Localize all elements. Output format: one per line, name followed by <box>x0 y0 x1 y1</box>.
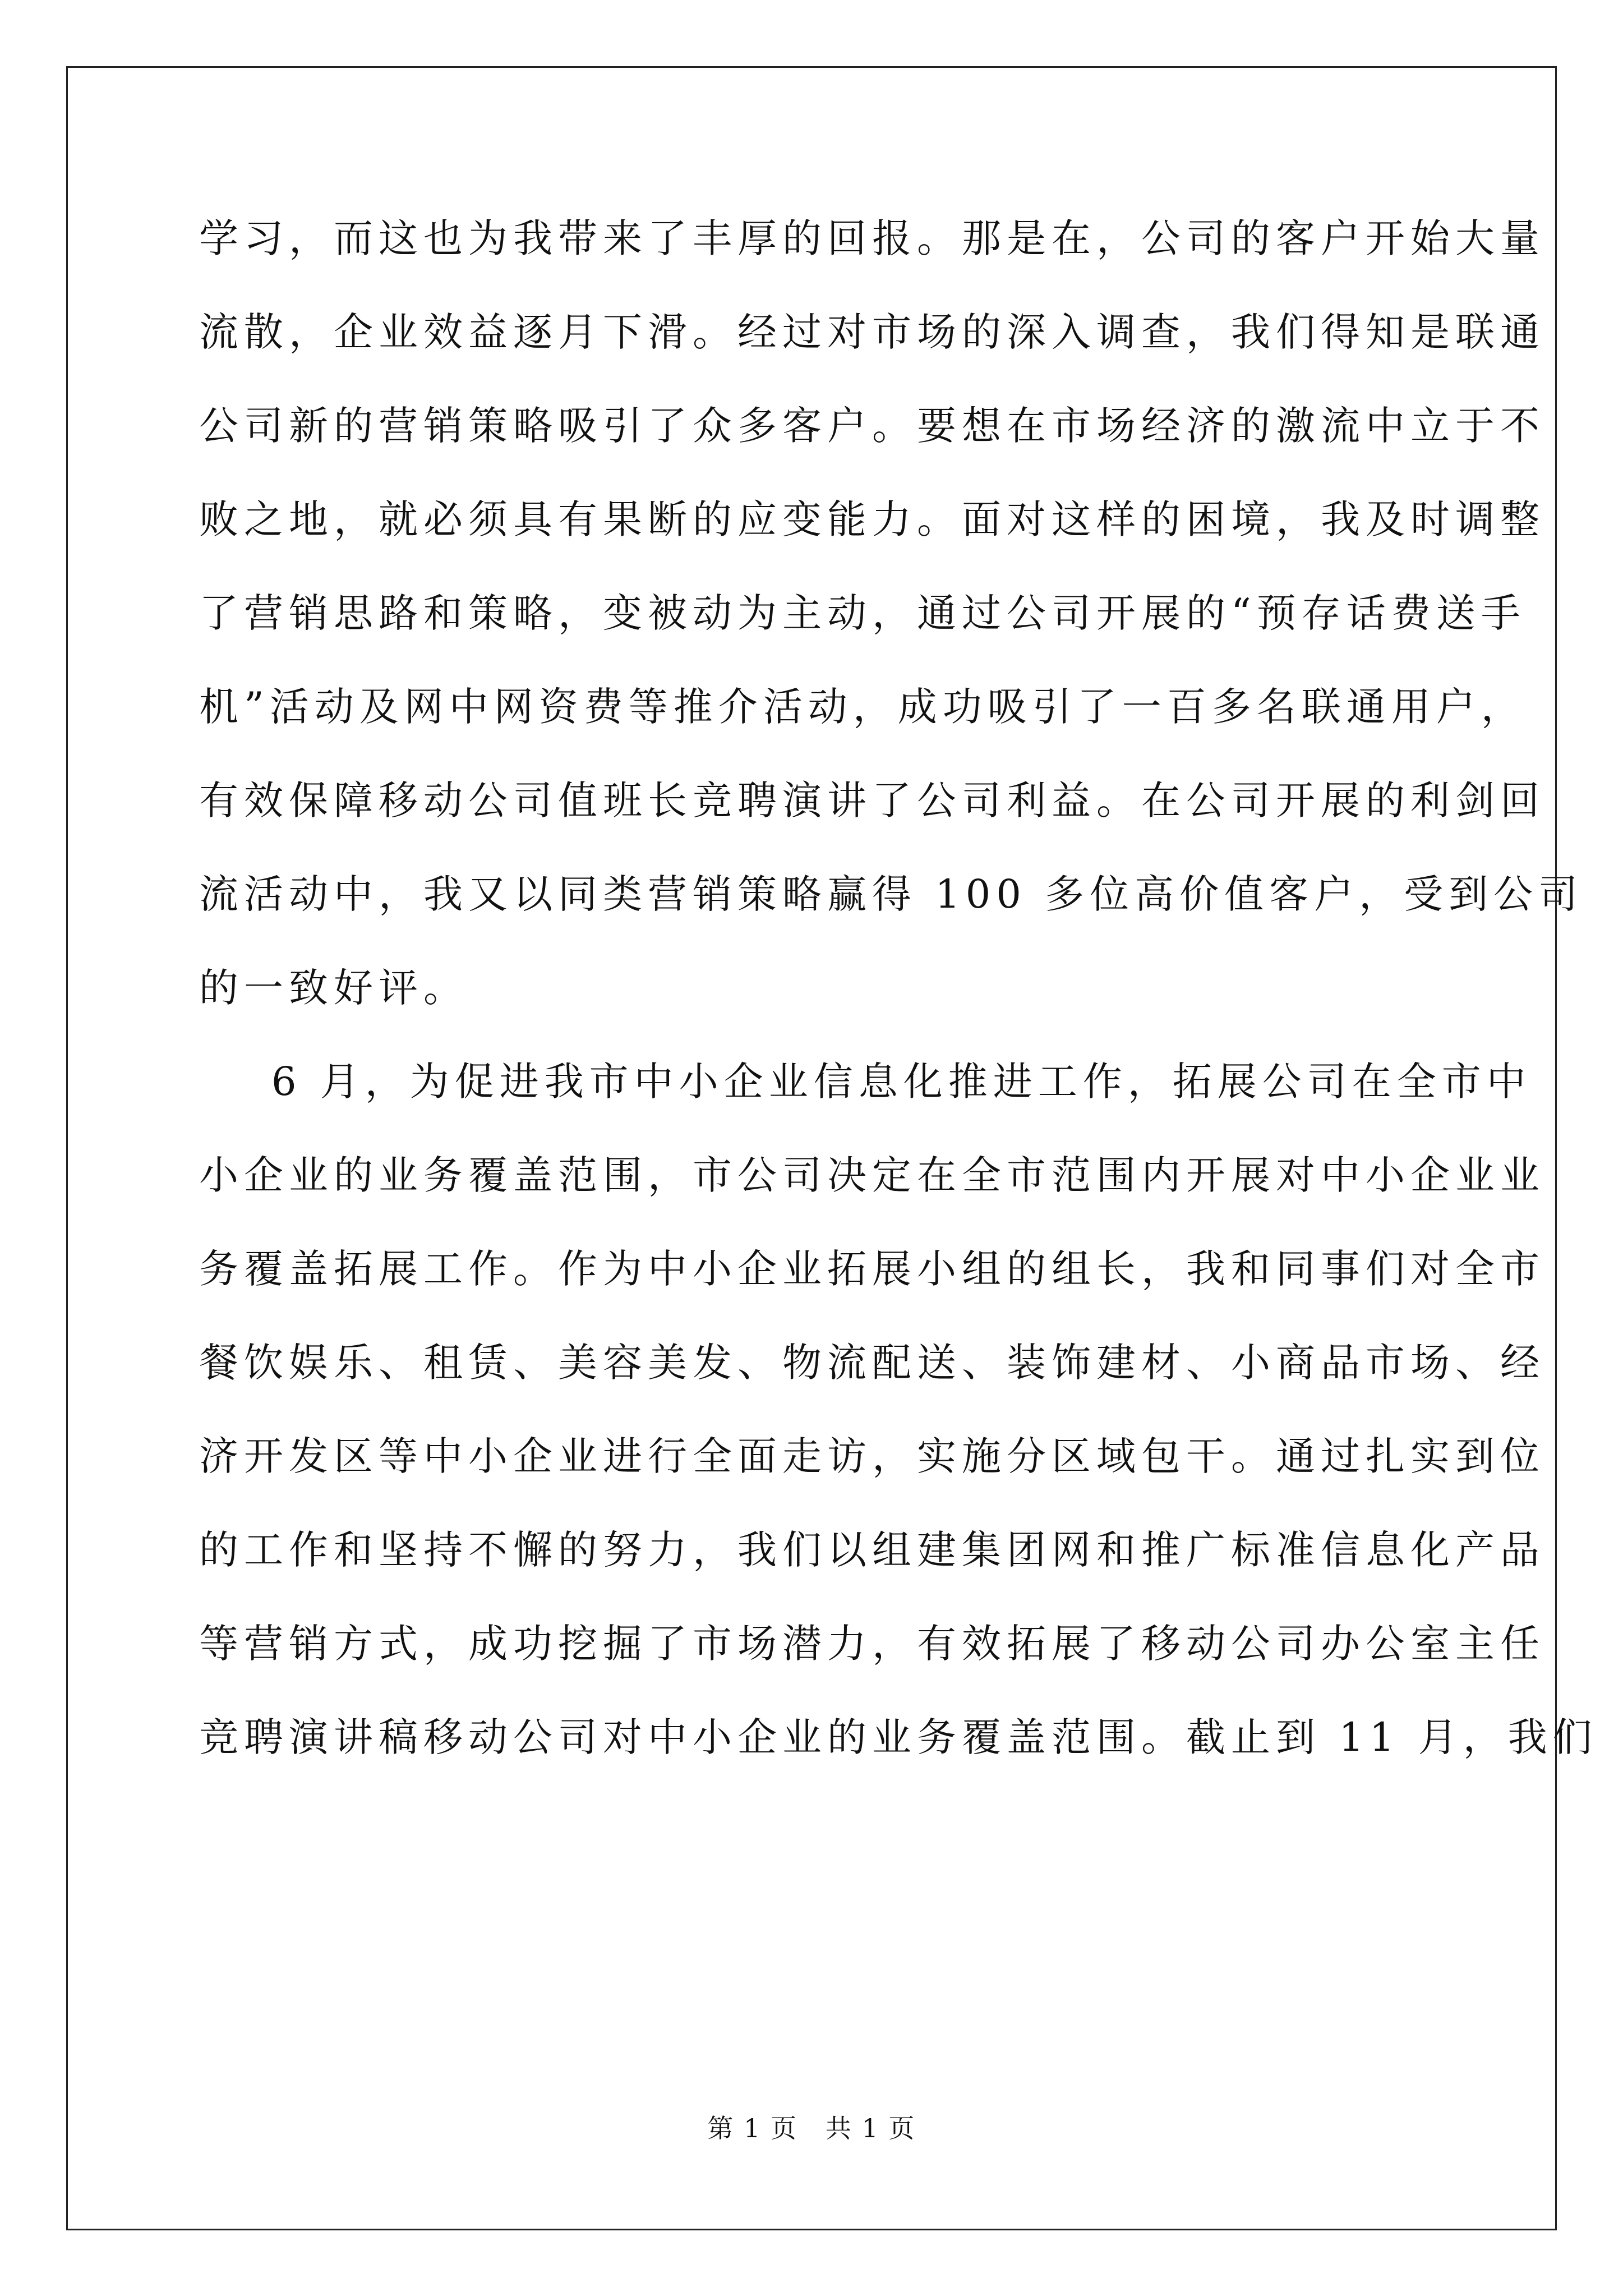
page-footer: 第 1 页 共 1 页 <box>707 2113 916 2143</box>
text-line: 的工作和坚持不懈的努力，我们以组建集团网和推广标准信息化产品 <box>199 1527 1545 1573</box>
text-line: 的一致好评。 <box>199 965 468 1011</box>
text-line: 6 月，为促进我市中小企业信息化推进工作，拓展公司在全市中 <box>199 1059 1532 1105</box>
text-line: 流散，企业效益逐月下滑。经过对市场的深入调查，我们得知是联通 <box>199 309 1545 355</box>
text-line: 济开发区等中小企业进行全面走访，实施分区域包干。通过扎实到位 <box>199 1433 1545 1479</box>
text-line: 流活动中，我又以同类营销策略赢得 100 多位高价值客户，受到公司 <box>199 871 1584 917</box>
text-line: 竞聘演讲稿移动公司对中小企业的业务覆盖范围。截止到 11 月，我们 <box>199 1714 1598 1760</box>
text-line: 机”活动及网中网资费等推介活动，成功吸引了一百多名联通用户， <box>199 684 1526 730</box>
text-line: 败之地，就必须具有果断的应变能力。面对这样的困境，我及时调整 <box>199 496 1545 542</box>
text-line: 公司新的营销策略吸引了众多客户。要想在市场经济的激流中立于不 <box>199 403 1545 449</box>
body-text <box>199 208 1598 1800</box>
text-line: 了营销思路和策略，变被动为主动，通过公司开展的“预存话费送手 <box>199 590 1526 636</box>
text-line: 餐饮娱乐、租赁、美容美发、物流配送、装饰建材、小商品市场、经 <box>199 1340 1545 1386</box>
text-line: 务覆盖拓展工作。作为中小企业拓展小组的组长，我和同事们对全市 <box>199 1246 1545 1292</box>
text-line: 有效保障移动公司值班长竞聘演讲了公司利益。在公司开展的利剑回 <box>199 777 1545 823</box>
text-line: 小企业的业务覆盖范围，市公司决定在全市范围内开展对中小企业业 <box>199 1152 1545 1198</box>
text-line: 等营销方式，成功挖掘了市场潜力，有效拓展了移动公司办公室主任 <box>199 1621 1545 1667</box>
text-line: 学习，而这也为我带来了丰厚的回报。那是在，公司的客户开始大量 <box>199 215 1545 261</box>
